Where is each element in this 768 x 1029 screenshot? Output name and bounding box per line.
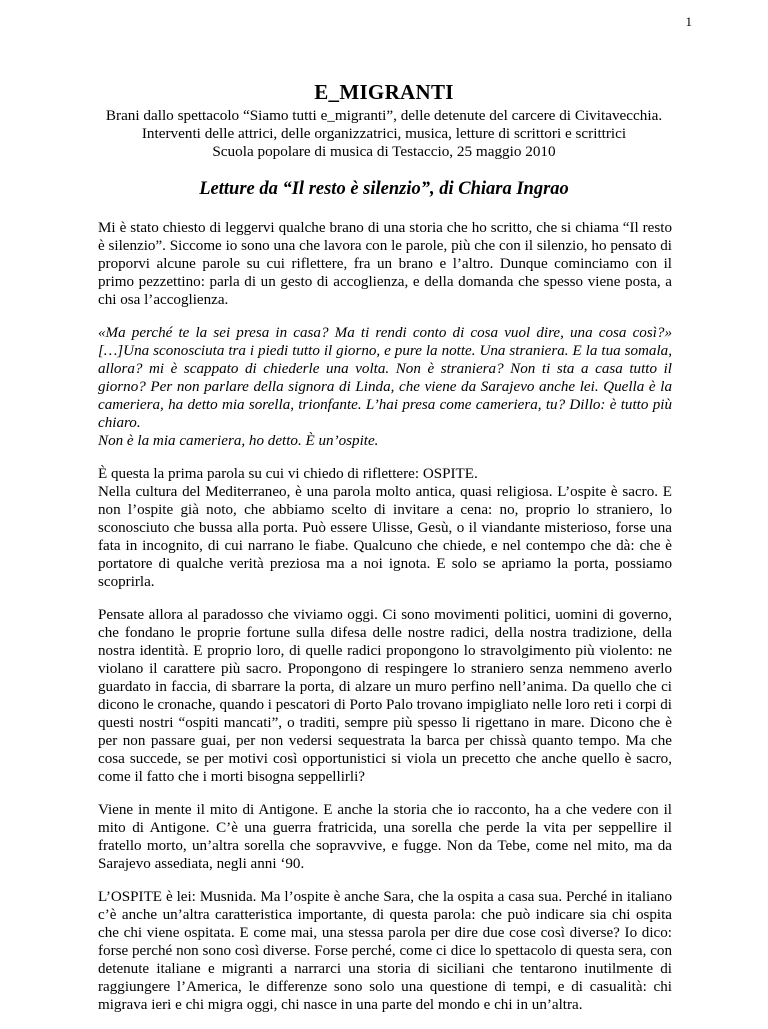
section-heading: Letture da “Il resto è silenzio”, di Chiara Ingrao	[199, 179, 569, 199]
document-title: E_MIGRANTI	[314, 80, 454, 104]
document-subtitle	[0, 107, 768, 161]
paragraph-excerpt: «Ma perché te la sei presa in casa? Ma ti rendi conto di cosa vuol dire, una cosa così?» […]Una sconosciuta tra i piedi tutto il giorno, e pure la notte. Una straniera. E la tua somala, allora? mi è scappato di chiederle una volta. Non è straniera? Non ti sta a casa tutto il giorno? Per non parlare della signora di Linda, che viene da Sarajevo anche lei. Quella è la cameriera, ha detto mia sorella, trionfante. L’hai presa come cameriera, tu? Dillo: è tutto più chiaro.	[98, 325, 672, 431]
paragraph-musnida: L’OSPITE è lei: Musnida. Ma l’ospite è anche Sara, che la ospita a casa sua. Perché in italiano c’è anche un’altra caratteristica importante, di questa parola: che può indicare sia chi ospita che chi viene ospitata. E come mai, una stessa parola per dire due cose così diverse? Io dico: forse perché non sono così diverse. Forse perché, come ci dice lo spettacolo di questa sera, con detenute italiane e migranti a narrarci una storia di siciliani che tentarono inutilmente di raggiungere l’America, le differenze sono solo una questione di tempi, e di casualità: chi migrava ieri e chi migra oggi, chi nasce in una parte del mondo e chi in un’altra.	[98, 889, 672, 1013]
subtitle-line-show: Brani dallo spettacolo “Siamo tutti e_migranti”, delle detenute del carcere di Civitavecchia.	[105, 107, 663, 124]
subtitle-line-contributions: Interventi delle attrici, delle organizzatrici, musica, letture di scrittori e scrittrici	[141, 125, 627, 142]
paragraph-excerpt-end: Non è la mia cameriera, ho detto. È un’ospite.	[98, 433, 379, 449]
paragraph-paradox: Pensate allora al paradosso che viviamo oggi. Ci sono movimenti politici, uomini di governo, che fondano le proprie fortune sulla difesa delle nostre radici, della nostra tradizione, della nostra identità. E proprio loro, di quelle radici propongono lo stravolgimento più violento: ne violano il carattere più sacro. Propongono di respingere lo straniero senza nemmeno averlo guardato in faccia, di sbarrare la porta, di alzare un muro perfino nell’anima. Da quello che ci dicono le cronache, quando i pescatori di Porto Palo trovano impigliato nelle loro reti i corpi di questi nostri “ospiti mancati”, o traditi, sempre più spesso li rigettano in mare. Dicono che è per non passare guai, per non vedersi sequestrata la barca per chissà quanto tempo. Ma che cosa succede, se per motivi così opportunistici si viola un precetto che anche quello è sacro, come il fatto che i morti bisogna seppellirli?	[98, 607, 672, 785]
page-number: 1	[685, 14, 692, 29]
paragraph-ospite-word: È questa la prima parola su cui vi chiedo di riflettere: OSPITE.	[98, 466, 478, 482]
paragraph-antigone: Viene in mente il mito di Antigone. E anche la storia che io racconto, ha a che vedere con il mito di Antigone. C’è una guerra fratricida, una sorella che perde la vita per seppellire il fratello morto, un’altra sorella che sopravvive, e fugge. Non da Tebe, come nel mito, ma da Sarajevo assediata, negli anni ‘90.	[98, 802, 672, 872]
paragraph-intro: Mi è stato chiesto di leggervi qualche brano di una storia che ho scritto, che si chiama “Il resto è silenzio”. Siccome io sono una che lavora con le parole, più che con il silenzio, ho pensato di proporvi alcune parole su cui riflettere, fra un brano e l’altro. Dunque cominciamo con il primo pezzettino: parla di un gesto di accoglienza, e della domanda che spesso viene posta, a chi osa l’accoglienza.	[98, 220, 672, 308]
paragraph-ospite-meaning: Nella cultura del Mediterraneo, è una parola molto antica, quasi religiosa. L’ospite è sacro. E non l’ospite già noto, che abbiamo scelto di invitare a cena: no, proprio lo straniero, lo sconosciuto che bussa alla porta. Può essere Ulisse, Gesù, o il viandante misterioso, forse una fata in incognito, di cui narrano le fiabe. Qualcuno che chiede, e nel contempo che dà: che è portatore di qualche verità preziosa ma a noi ignota. E solo se apriamo la porta, possiamo scoprirla.	[98, 484, 672, 590]
document-body	[98, 219, 672, 1029]
subtitle-line-venue-date: Scuola popolare di musica di Testaccio, 25 maggio 2010	[212, 143, 556, 160]
